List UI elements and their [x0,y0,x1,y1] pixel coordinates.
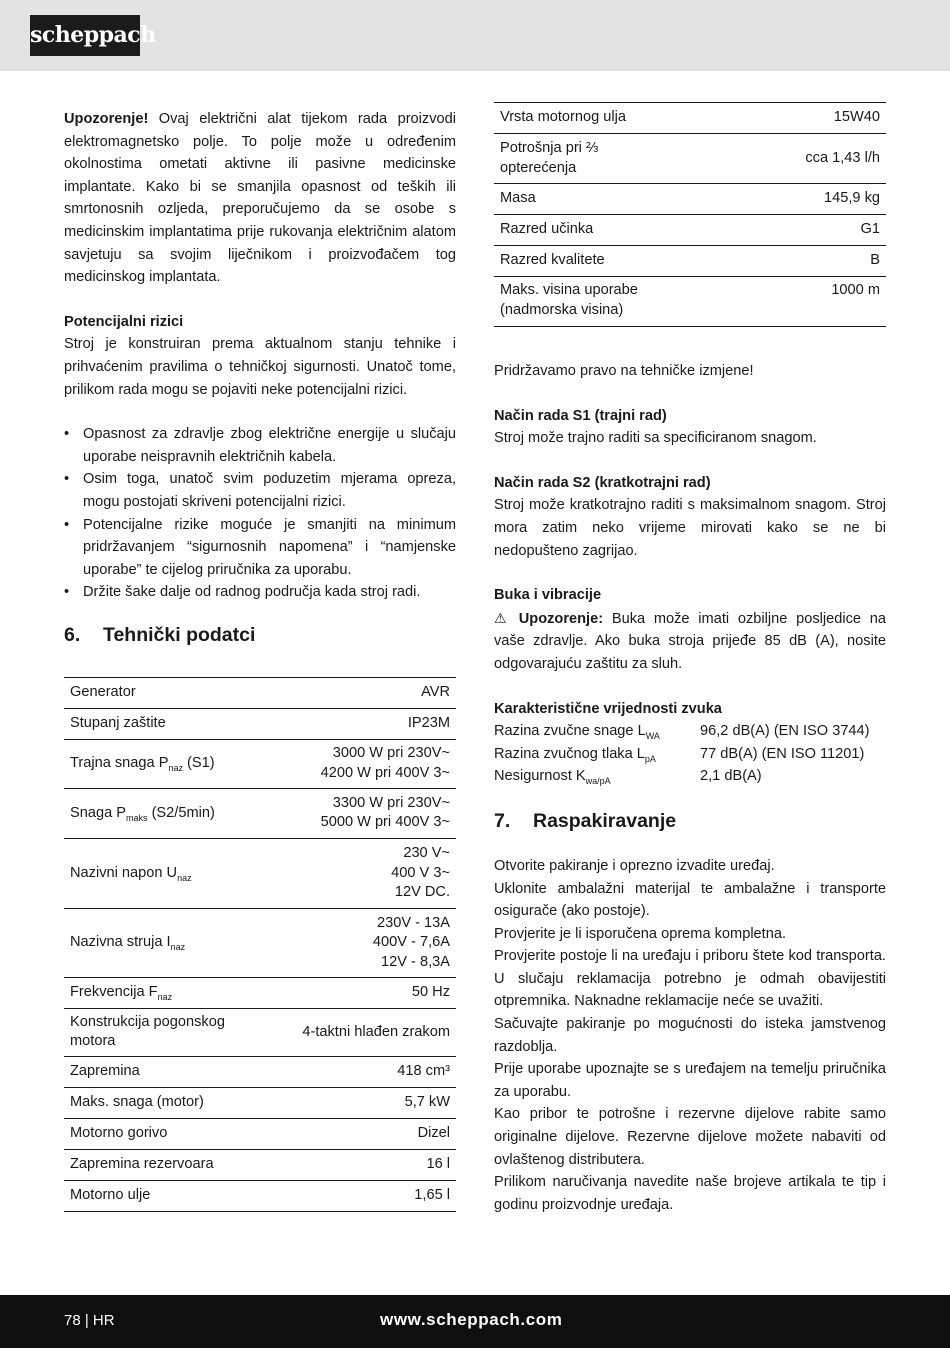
s1-text: Stroj može trajno raditi sa specificiranom snagom. [494,430,817,447]
section-number: 6. [64,623,81,646]
risks-list [64,423,456,604]
emf-warning-paragraph [64,108,456,289]
spec-value: 3000 W pri 230V~ 4200 W pri 400V 3~ [244,739,456,788]
unpack-line: Otvorite pakiranje i oprezno izvadite uređaj. [494,857,775,874]
spec-value: 15W40 [674,103,886,134]
risks-text: Stroj je konstruiran prema aktualnom stanju tehnike i prihvaćenim pravilima o tehničkoj sigurnosti. Unatoč tome, prilikom rada mogu se pojaviti neke potencijalni rizici. [64,336,456,398]
list-item: • Držite šake dalje od radnog područja kada stroj radi. [64,581,456,604]
spec-value: G1 [674,215,886,246]
table-row [64,788,456,838]
spec-value: B [674,246,886,277]
spec-label: Snaga $P_{maks}$ (S2/5min) [64,788,244,838]
table-row [64,1056,456,1087]
spec-label: Konstrukcija pogonskog motora [64,1008,244,1056]
sound-label: Razina zvučnog tlaka $L_{pA}$ [494,745,656,764]
table-row [494,720,870,743]
unpack-line: Sačuvajte pakiranje po mogućnosti do isteka jamstvenog razdoblja. [494,1016,886,1055]
table-row [64,739,456,788]
table-row [494,277,886,327]
sound-label: Nesigurnost $K_{wa/pA}$ [494,768,611,787]
spec-label: Razred učinka [494,215,674,246]
spec-value: 4-taktni hlađen zrakom [244,1008,456,1056]
spec-label: Nazivni napon $U_{naz}$ [64,838,244,908]
s2-text: Stroj može kratkotrajno raditi s maksimalnom snagom. Stroj mora zatim neko vrijeme mirovati kako se ne bi nedopušteno zagrijao. [494,497,886,559]
spec-value: Dizel [244,1118,456,1149]
table-row [64,677,456,708]
unpack-line: Provjerite je li isporučena oprema kompletna. [494,925,787,942]
right-column [494,102,886,1216]
rights-reserved-text: Pridržavamo pravo na tehničke izmjene! [494,363,754,379]
spec-label: Stupanj zaštite [64,708,244,739]
spec-value: IP23M [244,708,456,739]
noise-warning-text: Buka može imati ozbiljne posljedice na vaše zdravlje. Ako buka stroja prijeđe 85 dB (A), nosite odgovarajuću zaštitu za sluh. [494,610,886,672]
section-title: Tehnički podatci [103,623,256,646]
spec-value: 230 V~ 400 V 3~ 12V DC. [244,838,456,908]
sound-label: Razina zvučne snage $L_{WA}$ [494,723,660,742]
spec-value: AVR [244,677,456,708]
spec-value: 1000 m [674,277,886,327]
unpack-line: Prilikom naručivanja navedite naše brojeve artikala te tip i godinu proizvodnje uređaja. [494,1174,886,1213]
table-row [64,1118,456,1149]
unpack-line: Kao pribor te potrošne i rezervne dijelove rabite samo originalne dijelove. Rezervne dijelove možete nabaviti od ovlaštenog distributera. [494,1106,886,1168]
spec-label: Zapremina rezervoara [64,1149,244,1180]
table-row [64,1149,456,1180]
sound-heading: Karakteristične vrijednosti zvuka [494,700,722,717]
spec-label: Razred kvalitete [494,246,674,277]
list-item: • Opasnost za zdravlje zbog električne energije u slučaju uporabe neispravnih električnih kabela. [64,423,456,468]
spec-value: 418 cm³ [244,1056,456,1087]
spec-value: 145,9 kg [674,184,886,215]
unpack-line: Prije uporabe upoznajte se s uređajem na temelju priručnika za uporabu. [494,1061,886,1100]
table-row [494,103,886,134]
sound-value: 96,2 dB(A) (EN ISO 3744) [700,723,870,740]
table-row [64,908,456,977]
table-row [494,743,870,766]
section-6-heading [64,622,456,648]
emf-warning-label: Upozorenje! [64,111,149,127]
left-column [64,108,456,1212]
page-number: 78 | HR [64,1312,115,1329]
table-row [494,134,886,184]
emf-warning-text: Ovaj električni alat tijekom rada proizvodi elektromagnetsko polje. To polje može u određenim okolnostima ometati aktivne ili pasivne medicinske implantate. Kako bi se smanjila opasnost od teških ili smrtonosnih ozljeda, preporučujemo da se osobe s medicinskim implantatima prije rukovanja električnim alatom savjetuju sa svojim liječnikom i proizvođačem tog medicinskog implantata. [64,111,456,286]
table-row [494,184,886,215]
tech-data-table [64,677,456,1212]
risks-heading: Potencijalni rizici [64,313,184,330]
spec-label: Motorno gorivo [64,1118,244,1149]
noise-heading: Buka i vibracije [494,587,602,604]
s1-heading: Način rada S1 (trajni rad) [494,407,667,424]
spec-label: Zapremina [64,1056,244,1087]
spec-label: Generator [64,677,244,708]
website-link[interactable]: www.scheppach.com [380,1310,563,1329]
sound-value: 2,1 dB(A) [700,768,762,785]
spec-label: Trajna snaga $P_{naz}$ (S1) [64,739,244,788]
table-row [494,246,886,277]
spec-value: 230V - 13A 400V - 7,6A 12V - 8,3A [244,908,456,977]
warning-triangle-icon: ⚠ [494,609,507,626]
spec-value: 50 Hz [244,977,456,1008]
page-footer [0,1295,950,1348]
section-number: 7. [494,809,511,832]
spec-value: 1,65 l [244,1180,456,1211]
unpack-line: Provjerite postoje li na uređaju i priboru štete kod transporta. U slučaju reklamacija potrebno je odmah obavijestiti otpremnika. Naknadne reklamacije neće se uvažiti. [494,948,886,1010]
sound-values-table [494,720,870,788]
table-row [64,1180,456,1211]
list-item: • Potencijalne rizike moguće je smanjiti na minimum pridržavanjem “sigurnosnih napomena” i “namjenske uporabe” te cijelog priručnika za uporabu. [64,514,456,582]
tech-data-table-continued [494,102,886,327]
table-row [494,215,886,246]
spec-value: cca 1,43 l/h [674,134,886,184]
spec-value: 3300 W pri 230V~ 5000 W pri 400V 3~ [244,788,456,838]
sound-value: 77 dB(A) (EN ISO 11201) [700,745,865,762]
spec-value: 5,7 kW [244,1087,456,1118]
spec-label: Vrsta motornog ulja [494,103,674,134]
table-row [64,1087,456,1118]
table-row [64,838,456,908]
spec-label: Maks. snaga (motor) [64,1087,244,1118]
list-item: • Osim toga, unatoč svim poduzetim mjerama opreza, mogu postojati skriveni potencijalni rizici. [64,468,456,513]
spec-label: Frekvencija $F_{naz}$ [64,977,244,1008]
table-row [64,977,456,1008]
spec-label: Potrošnja pri ⅔ opterećenja [494,134,674,184]
scheppach-logo: scheppach [30,15,140,56]
noise-warning [494,607,886,676]
s2-heading: Način rada S2 (kratkotrajni rad) [494,474,711,491]
spec-label: Masa [494,184,674,215]
table-row [64,1008,456,1056]
table-row [64,708,456,739]
table-row [494,765,870,788]
spec-label: Nazivna struja $I_{naz}$ [64,908,244,977]
section-7-heading [494,808,886,834]
page-header [0,0,950,71]
section-title: Raspakiravanje [533,809,677,832]
spec-value: 16 l [244,1149,456,1180]
noise-warning-label: Upozorenje: [518,610,604,627]
unpack-line: Uklonite ambalažni materijal te ambalažne i transporte osigurače (ako postoje). [494,880,886,920]
spec-label: Maks. visina uporabe (nadmorska visina) [494,277,674,327]
spec-label: Motorno ulje [64,1180,244,1211]
